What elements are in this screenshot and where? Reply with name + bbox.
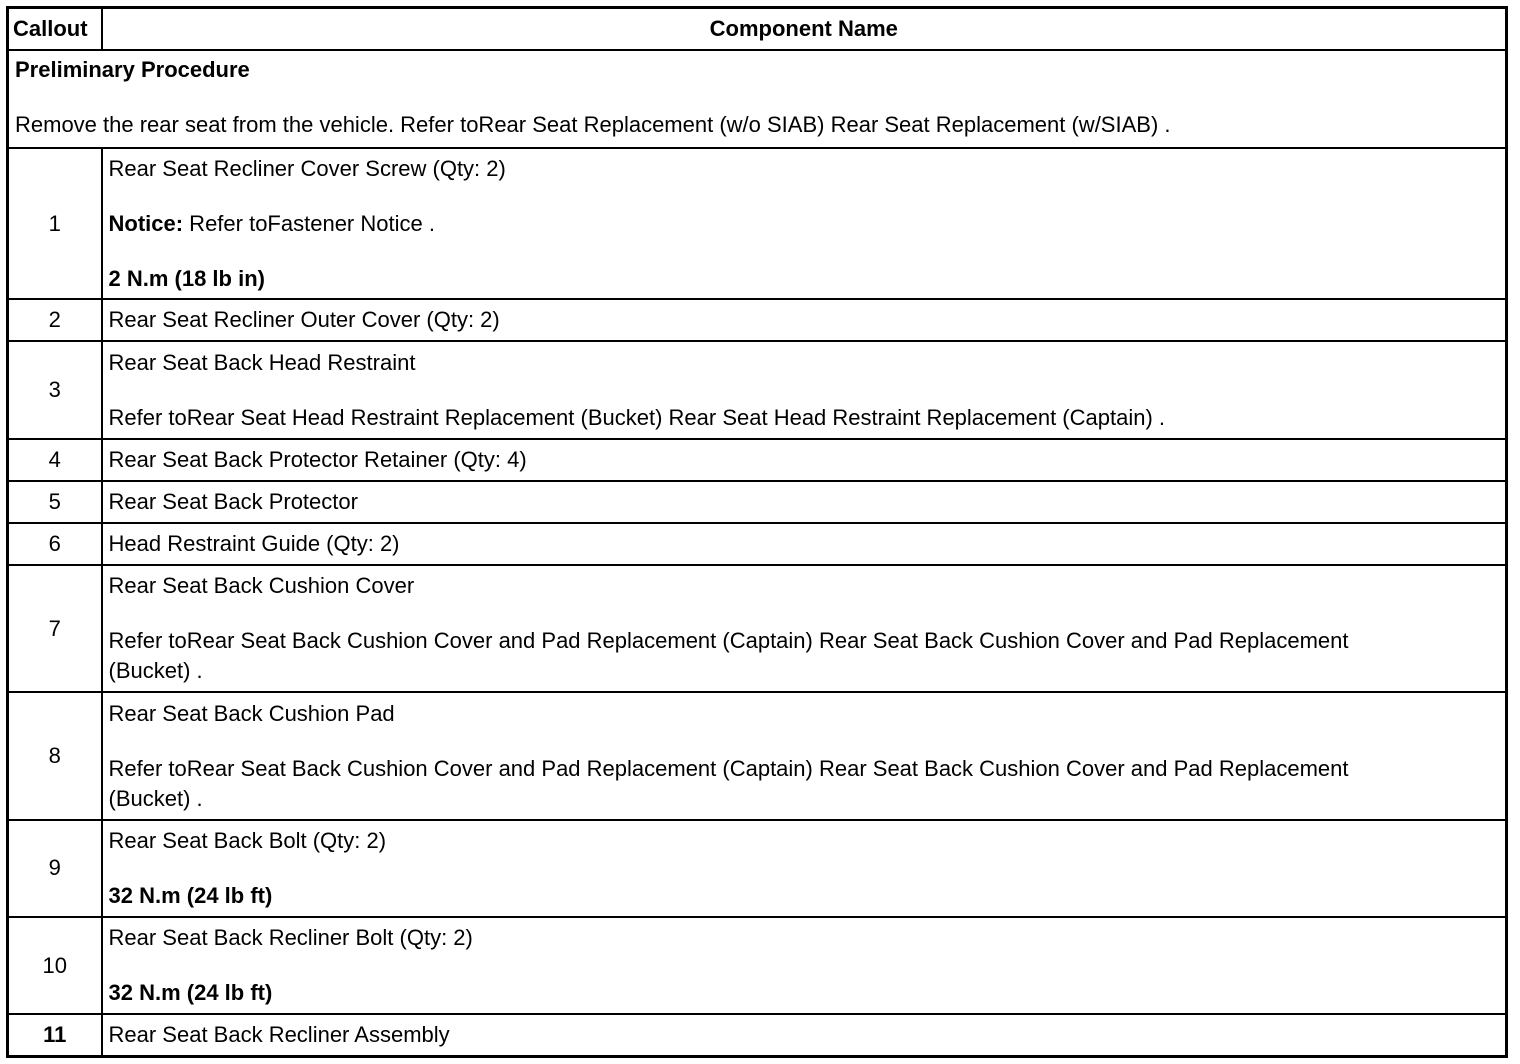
table-row bbox=[8, 439, 1507, 481]
torque-spec: 2 N.m (18 lb in) bbox=[108, 265, 265, 291]
preliminary-cell bbox=[8, 50, 1507, 148]
table-row bbox=[8, 523, 1507, 565]
reference-note: Refer toRear Seat Head Restraint Replacement (Bucket) Rear Seat Head Restraint Replacement (Captain) . bbox=[108, 404, 1165, 430]
callout-cell: 7 bbox=[8, 565, 102, 692]
reference-note: Refer toRear Seat Back Cushion Cover and Pad Replacement (Captain) Rear Seat Back Cushion Cover and Pad Replacement (Bucket) . bbox=[108, 755, 1349, 811]
torque-spec: 32 N.m (24 lb ft) bbox=[108, 980, 273, 1006]
component-cell bbox=[102, 341, 1507, 438]
component-name: Rear Seat Back Recliner Bolt (Qty: 2) bbox=[108, 925, 473, 951]
component-cell bbox=[102, 820, 1507, 917]
notice-line bbox=[109, 209, 1500, 239]
table-row bbox=[8, 148, 1507, 299]
preliminary-row bbox=[8, 50, 1507, 148]
callout-cell: 1 bbox=[8, 148, 102, 299]
preliminary-title: Preliminary Procedure bbox=[15, 56, 250, 82]
components-table bbox=[6, 6, 1508, 1058]
callout-cell: 9 bbox=[8, 820, 102, 917]
component-name: Rear Seat Back Bolt (Qty: 2) bbox=[108, 827, 387, 853]
callout-cell: 5 bbox=[8, 481, 102, 523]
component-cell bbox=[102, 148, 1507, 299]
component-name: Rear Seat Back Cushion Cover bbox=[108, 573, 415, 599]
callout-cell: 8 bbox=[8, 692, 102, 819]
callout-cell: 10 bbox=[8, 917, 102, 1014]
component-cell bbox=[102, 917, 1507, 1014]
reference-note: Refer toRear Seat Back Cushion Cover and Pad Replacement (Captain) Rear Seat Back Cushion Cover and Pad Replacement (Bucket) . bbox=[108, 628, 1349, 684]
callout-cell: 2 bbox=[8, 299, 102, 341]
table-row bbox=[8, 1014, 1507, 1056]
component-name: Rear Seat Back Protector bbox=[102, 481, 1507, 523]
callout-header: Callout bbox=[8, 8, 102, 50]
component-name: Rear Seat Recliner Outer Cover (Qty: 2) bbox=[102, 299, 1507, 341]
table-row bbox=[8, 565, 1507, 692]
component-cell bbox=[102, 692, 1507, 819]
component-name: Head Restraint Guide (Qty: 2) bbox=[102, 523, 1507, 565]
torque-spec: 32 N.m (24 lb ft) bbox=[108, 882, 273, 908]
component-name: Rear Seat Back Protector Retainer (Qty: 4) bbox=[102, 439, 1507, 481]
component-name: Rear Seat Back Head Restraint bbox=[108, 349, 416, 375]
table-row bbox=[8, 692, 1507, 819]
table-row bbox=[8, 917, 1507, 1014]
table-header-row bbox=[8, 8, 1507, 50]
callout-cell: 3 bbox=[8, 341, 102, 438]
table-row bbox=[8, 299, 1507, 341]
component-name: Rear Seat Back Cushion Pad bbox=[108, 700, 395, 726]
component-name-header: Component Name bbox=[102, 8, 1507, 50]
callout-cell: 6 bbox=[8, 523, 102, 565]
table-row bbox=[8, 481, 1507, 523]
callout-cell: 4 bbox=[8, 439, 102, 481]
callout-cell: 11 bbox=[8, 1014, 102, 1056]
notice-text: Refer toFastener Notice . bbox=[183, 210, 435, 236]
preliminary-text: Remove the rear seat from the vehicle. Refer toRear Seat Replacement (w/o SIAB) Rear Seat Replacement (w/SIAB) . bbox=[15, 111, 1171, 137]
notice-label: Notice: bbox=[108, 210, 184, 236]
component-cell bbox=[102, 565, 1507, 692]
component-name: Rear Seat Recliner Cover Screw (Qty: 2) bbox=[108, 155, 506, 181]
table-row bbox=[8, 341, 1507, 438]
component-name: Rear Seat Back Recliner Assembly bbox=[102, 1014, 1507, 1056]
table-row bbox=[8, 820, 1507, 917]
